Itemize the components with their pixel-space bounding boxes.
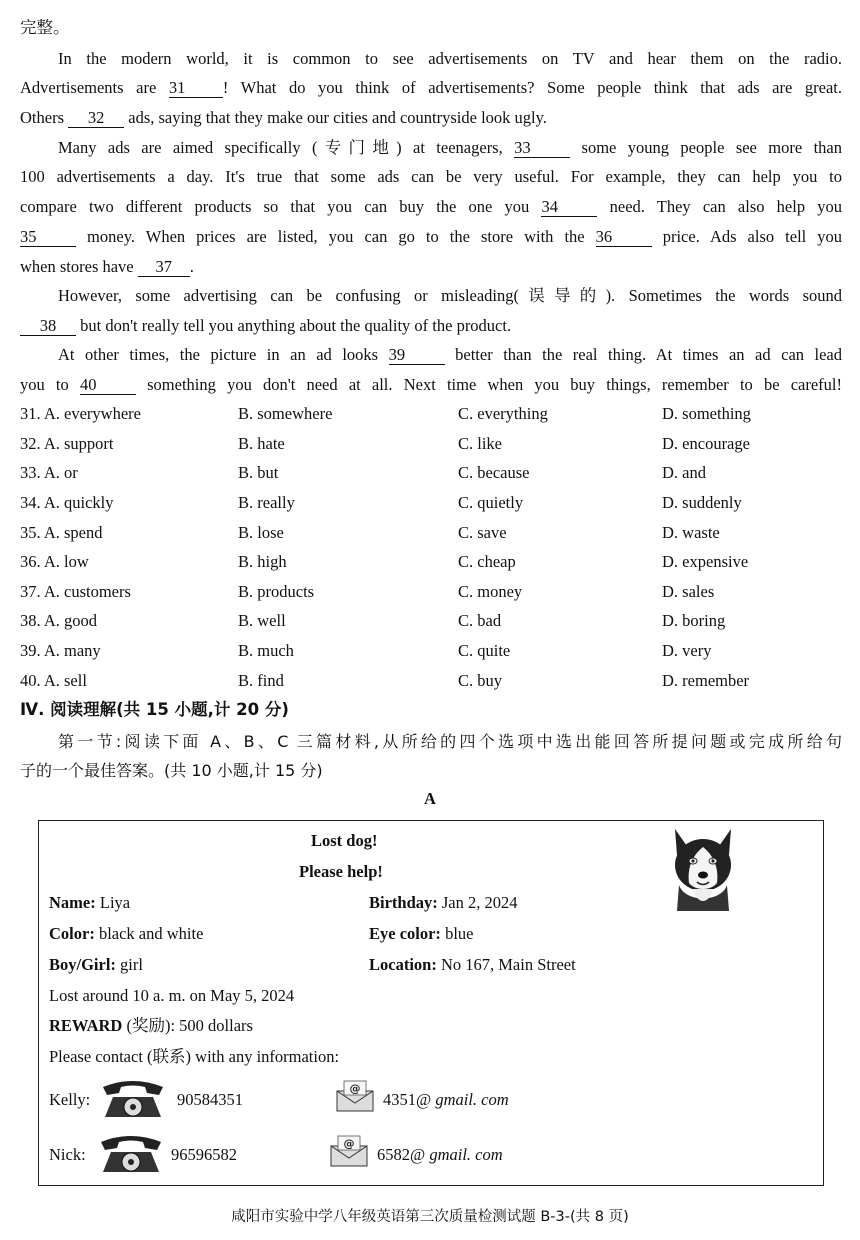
color-row xyxy=(49,923,203,945)
option-c: C. save xyxy=(458,523,507,542)
blank-35: 35 xyxy=(20,228,76,247)
option-d: D. and xyxy=(662,463,706,482)
cloze-text: ! What do you think of advertisements? Some people think that ads are great. xyxy=(222,78,842,97)
cloze-line xyxy=(20,107,842,129)
option-b: B. much xyxy=(238,641,294,660)
cloze-text: some young people see more than xyxy=(581,138,842,157)
option-d: D. sales xyxy=(662,582,715,601)
option-a: 37. A. customers xyxy=(20,582,131,601)
birthday-row xyxy=(369,892,518,914)
reward-value: (奖励): 500 dollars xyxy=(126,1016,253,1035)
option-c: C. money xyxy=(458,582,523,601)
option-a: 36. A. low xyxy=(20,552,89,571)
eye-color-label: Eye color: xyxy=(369,924,441,943)
blank-37: 37 xyxy=(138,258,190,277)
cloze-text: At other times, the picture in an ad looks xyxy=(58,345,379,364)
option-b: B. but xyxy=(238,463,279,482)
cloze-text: something you don't need at all. Next time when you buy things, remember to be careful! xyxy=(147,375,843,394)
eye-color-row xyxy=(369,923,473,945)
cloze-line xyxy=(20,256,842,278)
sex-row xyxy=(49,954,143,976)
cloze-line xyxy=(20,226,842,248)
option-row xyxy=(20,433,842,455)
part-label: A xyxy=(424,789,436,808)
reward-row xyxy=(49,1015,253,1037)
option-c: C. buy xyxy=(458,671,503,690)
color-label: Color: xyxy=(49,924,95,943)
cloze-text: need. They can also help you xyxy=(609,197,843,216)
cloze-text: Others xyxy=(20,108,64,127)
cloze-line xyxy=(20,196,842,218)
option-row xyxy=(20,522,842,544)
cloze-text: compare two different products so that you can buy the one you xyxy=(20,197,530,216)
contact-name: Nick: xyxy=(49,1145,86,1164)
option-a: 39. A. many xyxy=(20,641,101,660)
location-value: No 167, Main Street xyxy=(440,955,576,974)
cloze-text: better than the real thing. At times an ad can lead xyxy=(455,345,843,364)
option-row xyxy=(20,640,842,662)
option-b: B. products xyxy=(238,582,315,601)
contact-line: Please contact (联系) with any information: xyxy=(49,1047,340,1066)
option-c: C. cheap xyxy=(458,552,516,571)
lost-dog-poster xyxy=(38,820,824,1186)
birthday-value: Jan 2, 2024 xyxy=(441,893,518,912)
option-a: 32. A. support xyxy=(20,434,114,453)
reward-label: REWARD xyxy=(49,1016,123,1035)
cloze-line xyxy=(20,374,842,396)
option-row xyxy=(20,670,842,692)
telephone-icon xyxy=(99,1077,167,1121)
option-a: 31. A. everywhere xyxy=(20,404,141,423)
cloze-line xyxy=(20,315,842,337)
cloze-text: Advertisements are xyxy=(20,78,157,97)
option-d: D. suddenly xyxy=(662,493,742,512)
option-b: B. hate xyxy=(238,434,285,453)
cloze-line: However, some advertising can be confusing or misleading(误导的). Sometimes the words sound xyxy=(58,286,842,305)
cloze-text: ads, saying that they make our cities and countryside look ugly. xyxy=(128,108,547,127)
intro-text: 完整。 xyxy=(20,18,70,37)
cloze-text: Many ads are aimed specifically (专门地) at teenagers, xyxy=(58,138,503,157)
option-c: C. like xyxy=(458,434,502,453)
option-row xyxy=(20,551,842,573)
name-value: Liya xyxy=(99,893,131,912)
option-d: D. expensive xyxy=(662,552,749,571)
email-domain: gmail. com xyxy=(435,1090,509,1109)
cloze-text: when stores have xyxy=(20,257,134,276)
telephone-icon xyxy=(97,1132,165,1176)
option-row xyxy=(20,610,842,632)
blank-33: 33 xyxy=(514,139,570,158)
option-d: D. encourage xyxy=(662,434,750,453)
blank-39: 39 xyxy=(389,346,445,365)
option-row xyxy=(20,581,842,603)
option-c: C. because xyxy=(458,463,530,482)
option-d: D. something xyxy=(662,404,751,423)
cloze-line: In the modern world, it is common to see advertisements on TV and hear them on the radio. xyxy=(58,49,842,68)
blank-31: 31 xyxy=(169,79,223,98)
lost-time: Lost around 10 a. m. on May 5, 2024 xyxy=(49,986,295,1005)
email-icon xyxy=(329,1134,369,1168)
blank-38: 38 xyxy=(20,317,76,336)
option-d: D. waste xyxy=(662,523,720,542)
option-b: B. well xyxy=(238,611,286,630)
cloze-line: 100 advertisements a day. It's true that some ads can be very useful. For example, they can help you to xyxy=(20,167,842,186)
sex-value: girl xyxy=(120,955,143,974)
name-row xyxy=(49,892,130,914)
section-heading: Ⅳ. 阅读理解(共 15 小题,计 20 分) xyxy=(20,700,289,719)
page-footer: 咸阳市实验中学八年级英语第三次质量检测试题 B-3-(共 8 页) xyxy=(231,1209,629,1225)
cloze-text: . xyxy=(189,257,194,276)
location-label: Location: xyxy=(369,955,437,974)
contact-email xyxy=(383,1089,509,1111)
option-row xyxy=(20,462,842,484)
contact-phone: 90584351 xyxy=(177,1090,243,1109)
option-row xyxy=(20,403,842,425)
option-b: B. find xyxy=(238,671,284,690)
blank-34: 34 xyxy=(541,198,597,217)
email-icon xyxy=(335,1079,375,1113)
section-instructions: 子的一个最佳答案。(共 10 小题,计 15 分) xyxy=(20,761,323,780)
option-a: 38. A. good xyxy=(20,611,98,630)
email-domain: gmail. com xyxy=(429,1145,503,1164)
option-b: B. really xyxy=(238,493,295,512)
option-d: D. very xyxy=(662,641,712,660)
cloze-text: price. Ads also tell you xyxy=(662,227,843,246)
cloze-line xyxy=(58,137,842,159)
birthday-label: Birthday: xyxy=(369,893,438,912)
sex-label: Boy/Girl: xyxy=(49,955,116,974)
contact-name: Kelly: xyxy=(49,1090,91,1109)
poster-subtitle: Please help! xyxy=(299,862,383,881)
color-value: black and white xyxy=(98,924,204,943)
cloze-line xyxy=(58,344,842,366)
option-row xyxy=(20,492,842,514)
option-b: B. lose xyxy=(238,523,284,542)
contact-phone: 96596582 xyxy=(171,1145,237,1164)
option-a: 35. A. spend xyxy=(20,523,103,542)
section-instructions: 第一节:阅读下面 A、B、C 三篇材料,从所给的四个选项中选出能回答所提问题或完成所给句 xyxy=(58,732,842,751)
dog-photo-icon xyxy=(667,825,739,911)
blank-36: 36 xyxy=(596,228,652,247)
option-b: B. somewhere xyxy=(238,404,333,423)
blank-40: 40 xyxy=(80,376,136,395)
cloze-text: but don't really tell you anything about the quality of the product. xyxy=(80,316,512,335)
cloze-text: money. When prices are listed, you can go to the store with the xyxy=(87,227,585,246)
option-a: 33. A. or xyxy=(20,463,78,482)
option-d: D. boring xyxy=(662,611,726,630)
option-a: 34. A. quickly xyxy=(20,493,114,512)
option-b: B. high xyxy=(238,552,287,571)
option-c: C. quietly xyxy=(458,493,524,512)
mail-at-symbol: @ xyxy=(349,1082,361,1095)
poster-title: Lost dog! xyxy=(311,831,378,850)
option-d: D. remember xyxy=(662,671,750,690)
email-user: 4351@ xyxy=(383,1090,432,1109)
option-c: C. bad xyxy=(458,611,502,630)
eye-color-value: blue xyxy=(445,924,474,943)
mail-at-symbol: @ xyxy=(343,1137,355,1150)
email-user: 6582@ xyxy=(377,1145,426,1164)
location-row xyxy=(369,954,576,976)
cloze-line xyxy=(20,77,842,99)
contact-email xyxy=(377,1144,503,1166)
option-a: 40. A. sell xyxy=(20,671,87,690)
option-c: C. quite xyxy=(458,641,511,660)
option-c: C. everything xyxy=(458,404,548,423)
name-label: Name: xyxy=(49,893,96,912)
blank-32: 32 xyxy=(68,109,124,128)
cloze-text: you to xyxy=(20,375,69,394)
